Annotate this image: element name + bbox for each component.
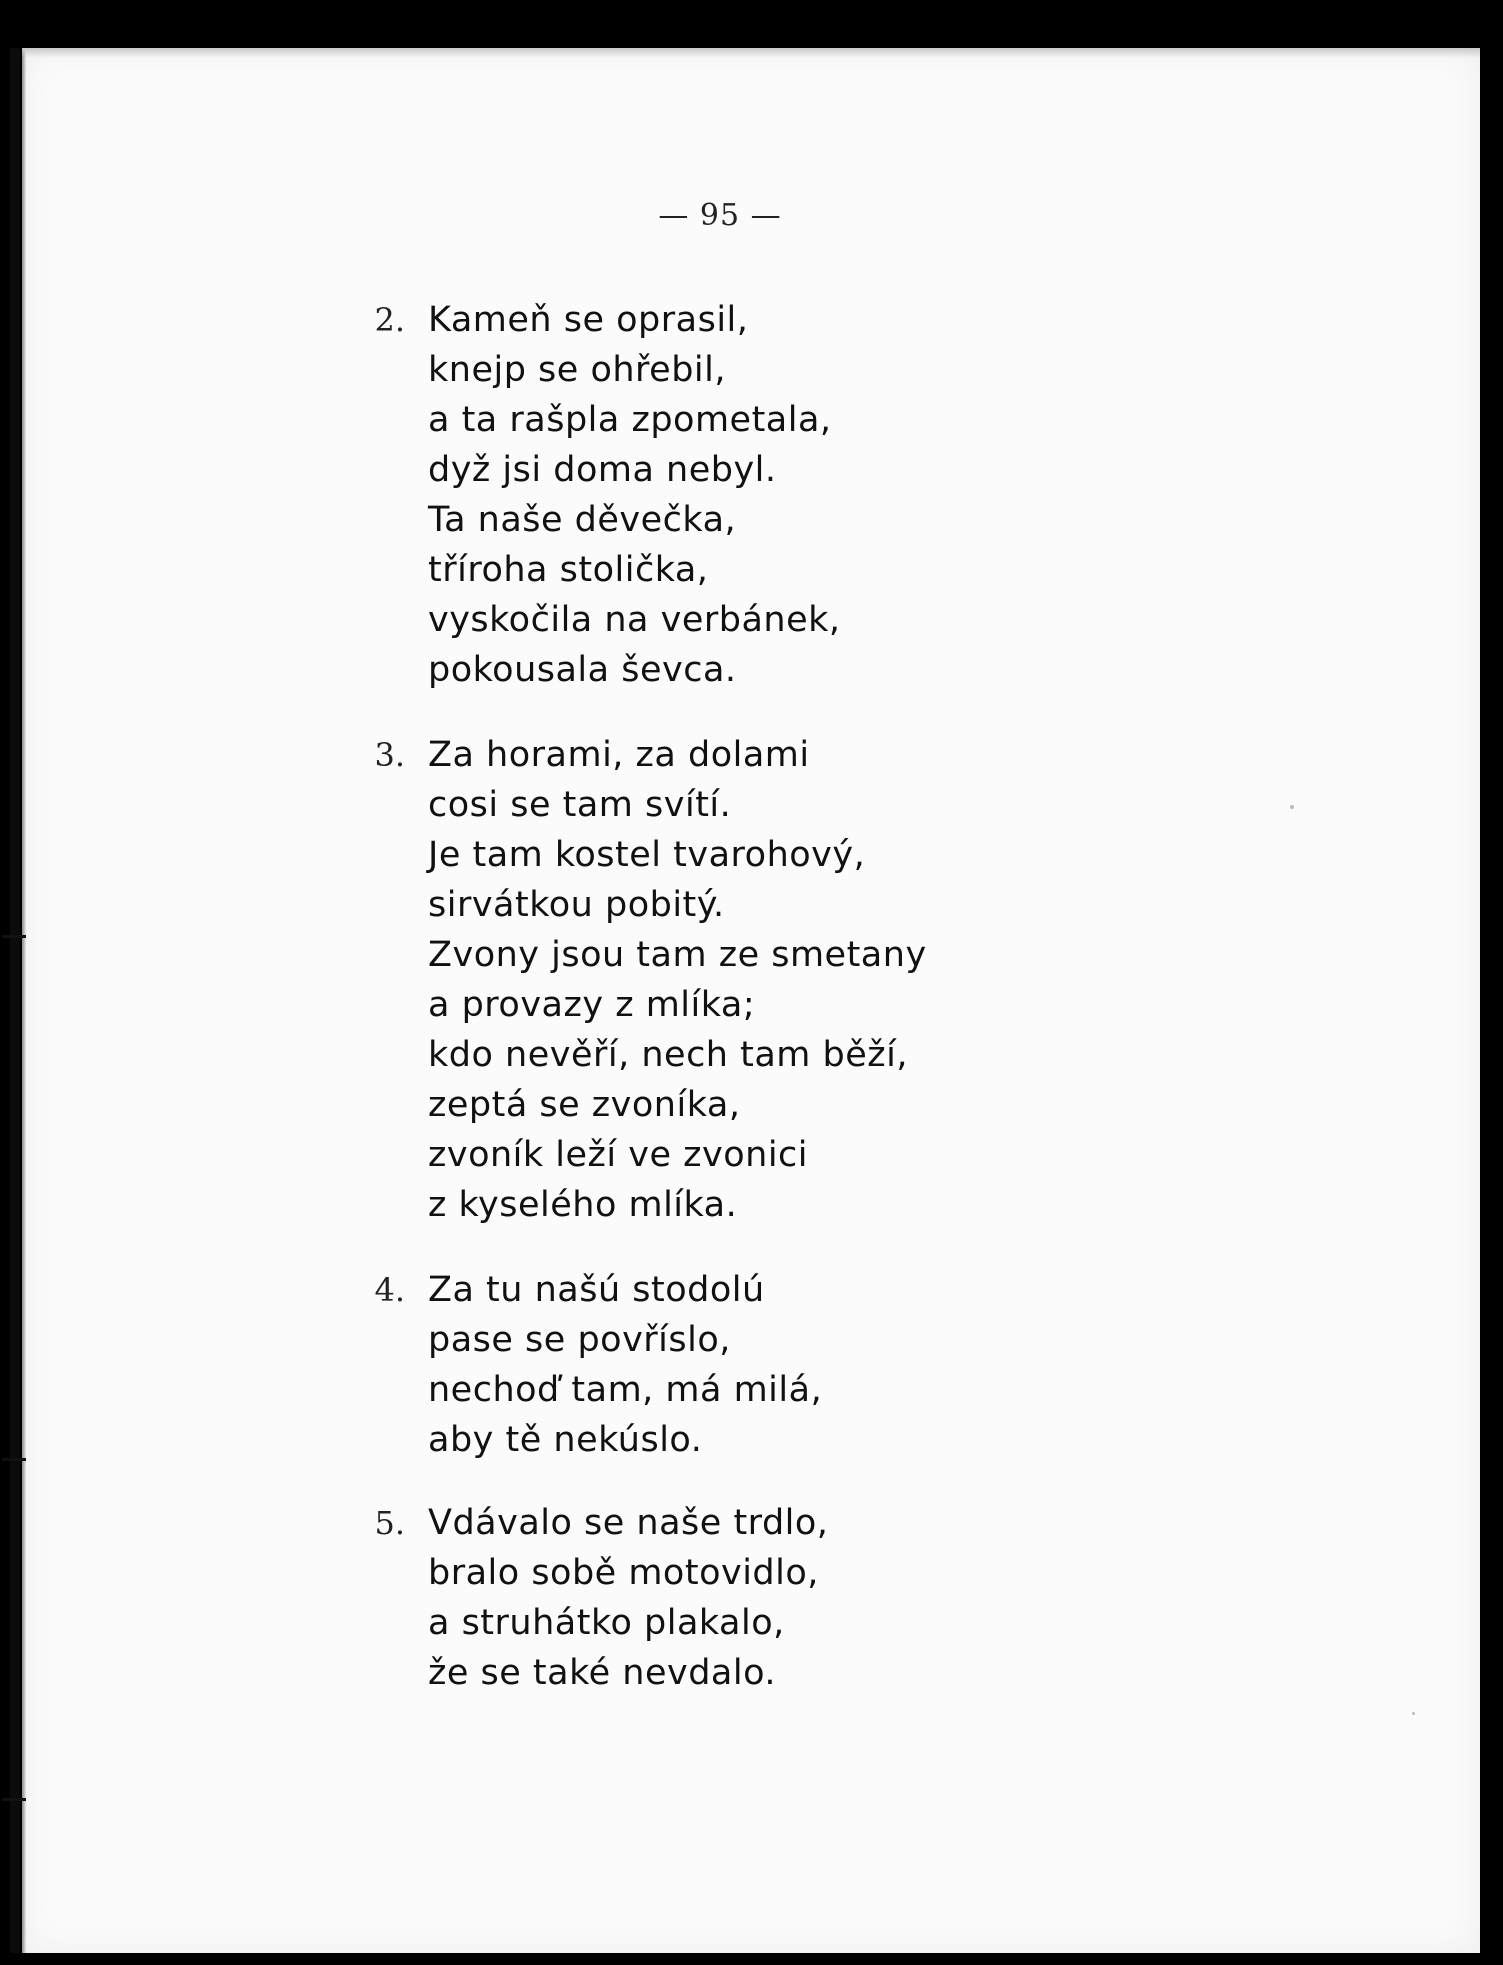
- verse-line: zvoník leží ve zvonici: [428, 1135, 809, 1175]
- verse-line: tříroha stolička,: [428, 550, 709, 590]
- scan-bottom-border: [0, 1953, 1503, 1965]
- verse-line: sirvátkou pobitý.: [428, 885, 725, 925]
- verse-line: nechoď tam, má milá,: [428, 1370, 823, 1410]
- verse-line: dyž jsi doma nebyl.: [428, 450, 777, 490]
- verse-line: aby tě nekúslo.: [428, 1420, 703, 1460]
- verse-block: [428, 730, 927, 1230]
- page-number: — 95 —: [658, 198, 782, 233]
- spine-mark: [2, 1798, 26, 1801]
- paper-speck: [1412, 1712, 1415, 1715]
- page-gutter-shadow: [22, 48, 26, 1953]
- verse-line: a provazy z mlíka;: [428, 985, 756, 1025]
- verse-line: Vdávalo se naše trdlo,: [428, 1503, 829, 1543]
- stanza-number: 2.: [374, 301, 405, 339]
- verse-line: Za tu našú stodolú: [428, 1270, 765, 1310]
- spine-mark: [2, 1458, 26, 1461]
- verse-line: kdo nevěří, nech tam běží,: [428, 1035, 908, 1075]
- paper-speck: [1290, 805, 1294, 809]
- verse-line: a ta rašpla zpometala,: [428, 400, 832, 440]
- page-top-edge: [22, 48, 1480, 58]
- spine-mark: [2, 935, 26, 938]
- verse-line: zeptá se zvoníka,: [428, 1085, 741, 1125]
- verse-block: [428, 1498, 828, 1698]
- verse-block: [428, 295, 841, 695]
- stanza-number: 3.: [374, 736, 405, 774]
- verse-line: Zvony jsou tam ze smetany: [428, 935, 927, 975]
- stanza-number: 4.: [374, 1271, 405, 1309]
- book-spine-edge: [10, 48, 20, 1953]
- verse-line: knejp se ohřebil,: [428, 350, 726, 390]
- scan-right-border: [1481, 0, 1503, 1965]
- verse-line: Je tam kostel tvarohový,: [428, 835, 866, 875]
- verse-block: [428, 1265, 822, 1465]
- verse-line: bralo sobě motovidlo,: [428, 1553, 819, 1593]
- verse-line: vyskočila na verbánek,: [428, 600, 841, 640]
- verse-line: Za horami, za dolami: [428, 735, 810, 775]
- verse-line: z kyselého mlíka.: [428, 1185, 738, 1225]
- verse-line: Kameň se oprasil,: [428, 300, 749, 340]
- verse-line: Ta naše děvečka,: [428, 500, 737, 540]
- verse-line: a struhátko plakalo,: [428, 1603, 785, 1643]
- verse-line: pase se povříslo,: [428, 1320, 731, 1360]
- verse-line: cosi se tam svítí.: [428, 785, 732, 825]
- verse-line: pokousala ševca.: [428, 650, 737, 690]
- stanza-number: 5.: [374, 1504, 405, 1542]
- verse-line: že se také nevdalo.: [428, 1653, 777, 1693]
